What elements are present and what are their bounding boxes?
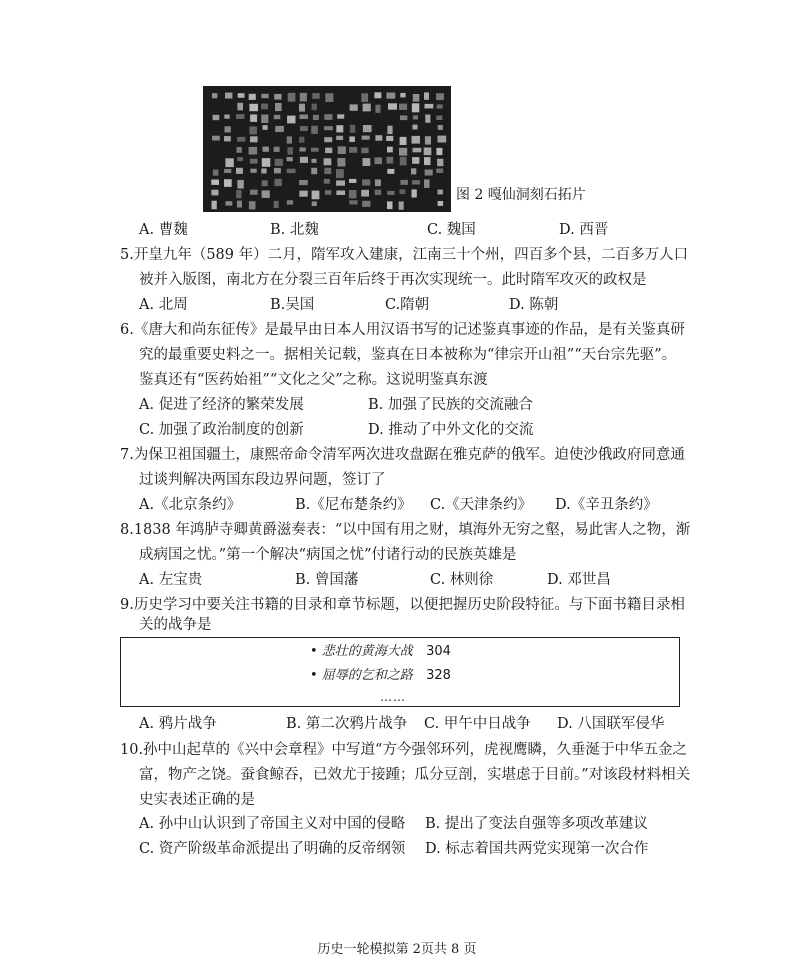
rubbing-glyph-mark bbox=[300, 115, 309, 120]
q10-stem-line-3: 史实表述正确的是 bbox=[139, 792, 255, 808]
rubbing-glyph-mark bbox=[249, 104, 258, 111]
rubbing-glyph-mark bbox=[225, 158, 233, 167]
rubbing-glyph-mark bbox=[375, 190, 382, 195]
rubbing-glyph-mark bbox=[299, 180, 308, 185]
rubbing-glyph-mark bbox=[400, 115, 407, 120]
q9-option-c[interactable]: C. 甲午中日战争 bbox=[424, 716, 531, 732]
q10-option-b[interactable]: B. 提出了变法自强等多项改革建议 bbox=[425, 816, 648, 832]
rubbing-glyph-mark bbox=[362, 201, 370, 207]
rubbing-glyph-mark bbox=[236, 168, 243, 174]
rubbing-glyph-mark bbox=[425, 136, 431, 144]
rubbing-glyph-mark bbox=[250, 136, 258, 142]
rubbing-glyph-mark bbox=[261, 104, 268, 110]
rubbing-glyph-mark bbox=[436, 116, 442, 121]
rubbing-glyph-mark bbox=[336, 180, 345, 185]
rubbing-glyph-mark bbox=[387, 147, 393, 153]
rubbing-glyph-mark bbox=[238, 93, 245, 98]
q4-option-b[interactable]: B. 北魏 bbox=[270, 222, 319, 238]
rubbing-glyph-mark bbox=[274, 94, 281, 100]
rubbing-glyph-mark bbox=[438, 125, 443, 130]
rubbing-glyph-mark bbox=[275, 126, 284, 132]
rubbing-glyph-mark bbox=[338, 146, 346, 154]
q7-option-c[interactable]: C.《天津条约》 bbox=[430, 497, 533, 513]
rubbing-glyph-mark bbox=[224, 179, 232, 187]
rubbing-glyph-mark bbox=[287, 169, 296, 173]
q9-option-b[interactable]: B. 第二次鸦片战争 bbox=[286, 716, 408, 732]
q4-option-d[interactable]: D. 西晋 bbox=[559, 222, 609, 238]
q10-option-a[interactable]: A. 孙中山认识到了帝国主义对中国的侵略 bbox=[139, 816, 406, 832]
rubbing-glyph-mark bbox=[237, 137, 245, 142]
rubbing-glyph-mark bbox=[249, 147, 258, 155]
rubbing-glyph-mark bbox=[336, 191, 345, 196]
rubbing-glyph-mark bbox=[249, 94, 256, 100]
rubbing-glyph-mark bbox=[250, 169, 256, 173]
rubbing-glyph-mark bbox=[300, 93, 307, 102]
rubbing-glyph-mark bbox=[312, 191, 320, 200]
rubbing-glyph-mark bbox=[438, 190, 443, 195]
rubbing-glyph-mark bbox=[387, 157, 394, 164]
rubbing-glyph-mark bbox=[436, 148, 442, 155]
q5-option-c[interactable]: C.隋朝 bbox=[385, 297, 430, 313]
rubbing-glyph-mark bbox=[337, 114, 344, 118]
rubbing-glyph-mark bbox=[361, 148, 368, 154]
rubbing-glyph-mark bbox=[249, 126, 257, 134]
q4-option-c[interactable]: C. 魏国 bbox=[427, 222, 476, 238]
rubbing-glyph-mark bbox=[312, 159, 317, 163]
rubbing-glyph-mark bbox=[250, 190, 258, 195]
q10-option-c[interactable]: C. 资产阶级革命派提出了明确的反帝纲领 bbox=[139, 841, 406, 857]
rubbing-glyph-mark bbox=[349, 147, 357, 153]
rubbing-glyph-mark bbox=[412, 180, 420, 184]
rubbing-glyph-mark bbox=[325, 190, 331, 195]
rubbing-glyph-mark bbox=[237, 180, 243, 189]
rubbing-glyph-mark bbox=[387, 169, 394, 174]
rubbing-glyph-mark bbox=[424, 148, 432, 156]
rubbing-glyph-mark bbox=[224, 136, 231, 141]
rubbing-glyph-mark bbox=[349, 190, 357, 198]
q5-option-d[interactable]: D. 陈朝 bbox=[509, 297, 559, 313]
rubbing-glyph-mark bbox=[424, 179, 430, 188]
rubbing-glyph-mark bbox=[325, 148, 332, 154]
rubbing-glyph-mark bbox=[312, 201, 317, 206]
stone-rubbing-image bbox=[203, 86, 451, 212]
rubbing-glyph-mark bbox=[336, 136, 343, 140]
q6-option-a[interactable]: A. 促进了经济的繁荣发展 bbox=[139, 397, 304, 413]
rubbing-glyph-mark bbox=[275, 179, 282, 186]
toc-entry-page: 304 bbox=[426, 644, 451, 659]
rubbing-glyph-mark bbox=[262, 190, 270, 198]
rubbing-glyph-mark bbox=[412, 157, 419, 164]
rubbing-glyph-mark bbox=[436, 93, 444, 100]
toc-ellipsis: …… bbox=[380, 690, 406, 704]
rubbing-glyph-mark bbox=[363, 158, 371, 166]
rubbing-glyph-mark bbox=[274, 115, 281, 119]
rubbing-glyph-mark bbox=[312, 93, 319, 99]
q10-stem-line-2: 富，物产之饶。蚕食鲸吞，已效尤于接踵；瓜分豆剖，实堪虑于目前。”对该段材料相关 bbox=[139, 767, 691, 783]
rubbing-glyph-mark bbox=[312, 104, 317, 111]
rubbing-glyph-mark bbox=[350, 104, 358, 110]
rubbing-glyph-mark bbox=[311, 168, 317, 174]
rubbing-glyph-mark bbox=[413, 94, 420, 102]
rubbing-glyph-mark bbox=[225, 126, 231, 132]
q6-stem-line-2: 究的最重要史料之一。据相关记载，鉴真在日本被称为“律宗开山祖”“天台宗先驱”。 bbox=[139, 347, 677, 363]
rubbing-glyph-mark bbox=[399, 148, 407, 156]
q9-option-a[interactable]: A. 鸦片战争 bbox=[139, 716, 217, 732]
rubbing-glyph-mark bbox=[349, 179, 356, 183]
q8-option-d[interactable]: D. 邓世昌 bbox=[547, 572, 611, 588]
toc-entry bbox=[310, 664, 451, 683]
rubbing-glyph-mark bbox=[413, 125, 418, 130]
rubbing-glyph-mark bbox=[400, 157, 407, 166]
rubbing-glyph-mark bbox=[287, 147, 293, 154]
rubbing-glyph-mark bbox=[336, 125, 343, 132]
rubbing-glyph-mark bbox=[237, 103, 243, 111]
rubbing-glyph-mark bbox=[387, 191, 394, 195]
rubbing-glyph-mark bbox=[387, 201, 393, 209]
rubbing-glyph-mark bbox=[299, 137, 304, 143]
rubbing-glyph-mark bbox=[249, 201, 256, 209]
rubbing-glyph-mark bbox=[287, 136, 292, 143]
q9-stem-line-1: 9.历史学习中要关注书籍的目录和章节标题，以便把握历史阶段特征。与下面书籍目录相 bbox=[120, 597, 685, 613]
figure-caption: 图 2 嘎仙洞刻石拓片 bbox=[456, 187, 586, 203]
rubbing-glyph-mark bbox=[388, 103, 397, 109]
toc-entry-title: • 悲壮的黄海大战 bbox=[310, 644, 413, 659]
q6-stem-line-3: 鉴真还有“医药始祖”“文化之父”之称。这说明鉴真东渡 bbox=[139, 372, 488, 388]
q6-option-d[interactable]: D. 推动了中外文化的交流 bbox=[368, 422, 534, 438]
rubbing-glyph-mark bbox=[336, 169, 344, 178]
q9-option-d[interactable]: D. 八国联军侵华 bbox=[557, 716, 665, 732]
rubbing-glyph-mark bbox=[262, 180, 268, 186]
rubbing-glyph-mark bbox=[300, 157, 308, 163]
rubbing-glyph-mark bbox=[411, 168, 416, 174]
rubbing-glyph-mark bbox=[425, 104, 434, 109]
q5-option-b[interactable]: B.吴国 bbox=[270, 297, 315, 313]
rubbing-glyph-mark bbox=[274, 201, 279, 208]
q10-stem-line-1: 10.孙中山起草的《兴中会章程》中写道“方今强邻环列，虎视鹰瞵，久垂涎于中华五金之 bbox=[120, 742, 687, 758]
rubbing-glyph-mark bbox=[375, 157, 383, 164]
q5-stem-line-2: 被并入版图，南北方在分裂三百年后终于再次实现统一。此时隋军攻灭的政权是 bbox=[139, 272, 647, 288]
rubbing-glyph-mark bbox=[313, 115, 319, 120]
rubbing-glyph-mark bbox=[213, 115, 220, 120]
rubbing-glyph-mark bbox=[362, 136, 370, 140]
rubbing-glyph-mark bbox=[275, 159, 283, 166]
rubbing-glyph-mark bbox=[213, 170, 219, 176]
rubbing-glyph-mark bbox=[263, 125, 268, 130]
rubbing-glyph-mark bbox=[400, 137, 407, 145]
q8-stem-line-1: 8.1838 年鸿胪寺卿黄爵滋奏表：“以中国有用之财，填海外无穷之壑，易此害人之物，渐 bbox=[120, 522, 691, 538]
q8-stem-line-2: 成病国之忧。”第一个解决“病国之忧”付诸行动的民族英雄是 bbox=[139, 547, 517, 563]
rubbing-glyph-mark bbox=[412, 136, 421, 144]
rubbing-glyph-mark bbox=[226, 201, 233, 205]
rubbing-glyph-mark bbox=[386, 93, 395, 99]
rubbing-glyph-mark bbox=[413, 115, 418, 119]
q5-stem-line-1: 5.开皇九年（589 年）二月，隋军攻入建康，江南三十个州，四百多个县，二百多万人口 bbox=[120, 247, 689, 263]
rubbing-glyph-mark bbox=[300, 126, 308, 131]
rubbing-glyph-mark bbox=[400, 93, 405, 98]
rubbing-glyph-mark bbox=[324, 126, 333, 130]
rubbing-glyph-mark bbox=[324, 168, 331, 174]
rubbing-glyph-mark bbox=[237, 201, 242, 208]
rubbing-glyph-mark bbox=[375, 105, 380, 113]
rubbing-glyph-mark bbox=[361, 190, 369, 197]
rubbing-glyph-mark bbox=[412, 103, 419, 112]
rubbing-glyph-mark bbox=[324, 158, 332, 165]
rubbing-glyph-mark bbox=[311, 148, 319, 152]
rubbing-glyph-mark bbox=[374, 92, 381, 98]
rubbing-glyph-mark bbox=[363, 125, 372, 132]
rubbing-glyph-mark bbox=[262, 158, 271, 167]
rubbing-glyph-mark bbox=[237, 157, 243, 161]
toc-entry bbox=[310, 640, 451, 659]
rubbing-glyph-mark bbox=[349, 200, 357, 204]
rubbing-glyph-mark bbox=[324, 137, 332, 142]
q7-option-d[interactable]: D.《辛丑条约》 bbox=[555, 497, 658, 513]
rubbing-glyph-mark bbox=[387, 126, 392, 134]
rubbing-glyph-mark bbox=[337, 158, 345, 167]
q8-option-a[interactable]: A. 左宝贵 bbox=[139, 572, 203, 588]
q5-option-a[interactable]: A. 北周 bbox=[139, 297, 188, 313]
rubbing-glyph-mark bbox=[375, 179, 381, 186]
q7-stem-line-1: 7.为保卫祖国疆土，康熙帝命令清军两次进攻盘踞在雅克萨的俄军。迫使沙俄政府同意通 bbox=[120, 447, 685, 463]
rubbing-glyph-mark bbox=[236, 190, 241, 198]
q8-option-c[interactable]: C. 林则徐 bbox=[430, 572, 494, 588]
rubbing-glyph-mark bbox=[350, 125, 356, 133]
rubbing-glyph-mark bbox=[325, 93, 333, 102]
rubbing-glyph-mark bbox=[261, 94, 268, 98]
rubbing-glyph-mark bbox=[437, 159, 443, 167]
rubbing-glyph-mark bbox=[275, 103, 282, 111]
rubbing-glyph-mark bbox=[288, 93, 296, 102]
rubbing-glyph-mark bbox=[299, 191, 308, 197]
rubbing-glyph-mark bbox=[287, 116, 295, 124]
rubbing-glyph-mark bbox=[263, 147, 269, 152]
q7-stem-line-2: 过谈判解决两国东段边界问题，签订了 bbox=[139, 472, 386, 488]
page-footer: 历史一轮模拟第 2页共 8 页 bbox=[317, 942, 477, 957]
rubbing-glyph-mark bbox=[212, 136, 220, 141]
q6-option-c[interactable]: C. 加强了政治制度的创新 bbox=[139, 422, 304, 438]
rubbing-glyph-mark bbox=[250, 159, 258, 164]
rubbing-glyph-mark bbox=[362, 179, 370, 185]
rubbing-glyph-mark bbox=[287, 157, 293, 161]
toc-entry-page: 328 bbox=[426, 668, 451, 683]
rubbing-glyph-mark bbox=[261, 168, 266, 173]
rubbing-glyph-mark bbox=[438, 201, 444, 206]
rubbing-glyph-mark bbox=[349, 136, 355, 142]
rubbing-glyph-mark bbox=[424, 157, 431, 165]
rubbing-glyph-mark bbox=[436, 169, 443, 173]
rubbing-glyph-mark bbox=[413, 148, 422, 153]
rubbing-glyph-mark bbox=[299, 104, 305, 112]
rubbing-glyph-mark bbox=[225, 93, 232, 99]
rubbing-glyph-mark bbox=[274, 168, 281, 174]
rubbing-glyph-mark bbox=[237, 147, 242, 153]
rubbing-glyph-mark bbox=[236, 114, 244, 119]
q10-option-d[interactable]: D. 标志着国共两党实现第一次合作 bbox=[425, 841, 649, 857]
rubbing-glyph-mark bbox=[400, 180, 408, 185]
rubbing-glyph-mark bbox=[212, 93, 218, 98]
toc-entry-title: • 屈辱的乞和之路 bbox=[310, 668, 413, 683]
rubbing-glyph-mark bbox=[361, 93, 368, 102]
q7-option-b[interactable]: B.《尼布楚条约》 bbox=[295, 497, 412, 513]
rubbing-glyph-mark bbox=[324, 114, 332, 120]
rubbing-glyph-mark bbox=[287, 200, 293, 205]
rubbing-glyph-mark bbox=[424, 92, 429, 99]
rubbing-glyph-mark bbox=[412, 189, 417, 197]
rubbing-glyph-mark bbox=[399, 201, 404, 209]
q8-option-b[interactable]: B. 曾国藩 bbox=[295, 572, 359, 588]
rubbing-glyph-mark bbox=[224, 115, 229, 119]
rubbing-glyph-mark bbox=[261, 115, 268, 124]
rubbing-glyph-mark bbox=[300, 147, 306, 151]
rubbing-glyph-mark bbox=[212, 201, 217, 210]
q6-stem-line-1: 6.《唐大和尚东征传》是最早由日本人用汉语书写的记述鉴真事迹的作品，是有关鉴真研 bbox=[120, 322, 685, 338]
rubbing-glyph-mark bbox=[400, 189, 406, 194]
q7-option-a[interactable]: A.《北京条约》 bbox=[139, 497, 242, 513]
rubbing-glyph-mark bbox=[311, 126, 318, 134]
rubbing-glyph-mark bbox=[324, 179, 330, 184]
q4-option-a[interactable]: A. 曹魏 bbox=[139, 222, 188, 238]
rubbing-glyph-mark bbox=[224, 169, 231, 173]
rubbing-glyph-mark bbox=[375, 135, 382, 141]
rubbing-glyph-mark bbox=[438, 136, 447, 143]
q9-stem-line-2: 关的战争是 bbox=[139, 617, 212, 633]
rubbing-glyph-mark bbox=[211, 190, 218, 196]
q6-option-b[interactable]: B. 加强了民族的交流融合 bbox=[368, 397, 533, 413]
rubbing-glyph-mark bbox=[386, 136, 393, 141]
rubbing-glyph-mark bbox=[425, 115, 430, 123]
rubbing-glyph-mark bbox=[274, 147, 280, 152]
rubbing-glyph-mark bbox=[425, 170, 433, 176]
rubbing-glyph-mark bbox=[250, 114, 257, 122]
rubbing-glyph-mark bbox=[399, 104, 407, 110]
rubbing-glyph-mark bbox=[211, 180, 219, 185]
rubbing-glyph-mark bbox=[437, 105, 443, 109]
rubbing-glyph-mark bbox=[363, 104, 371, 112]
